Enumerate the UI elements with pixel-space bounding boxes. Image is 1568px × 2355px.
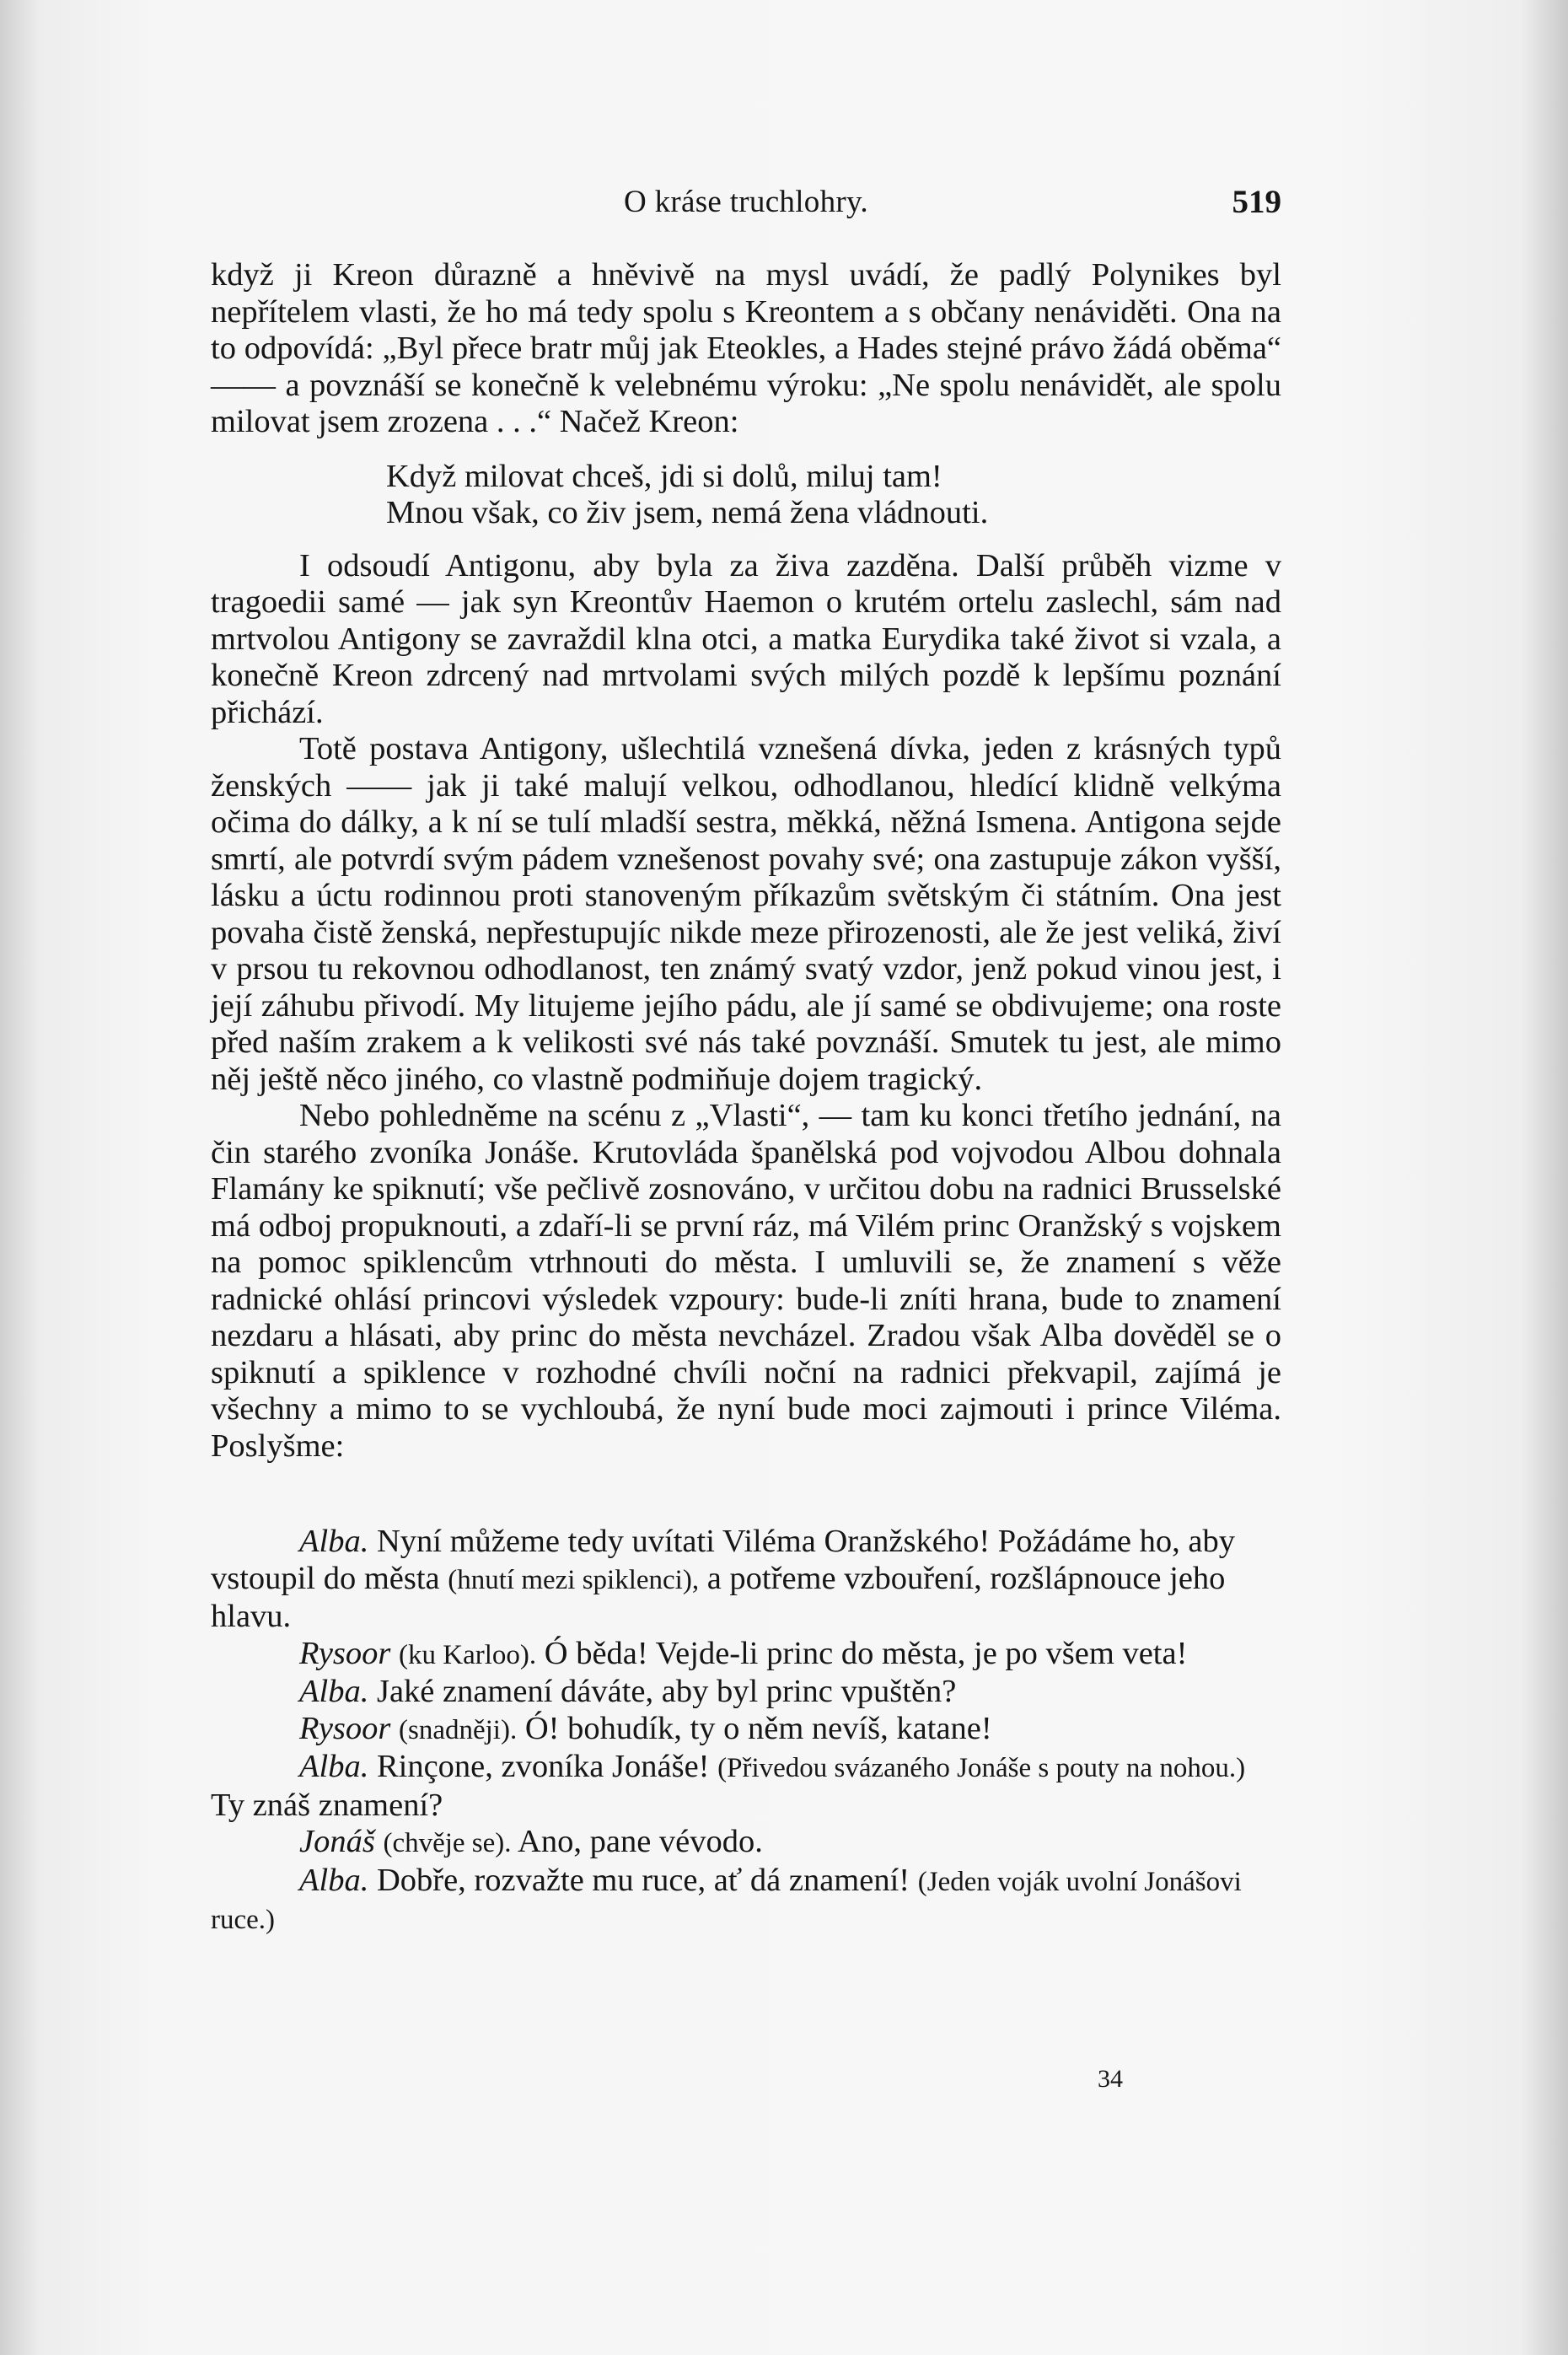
speaker-name: Alba. <box>299 1862 369 1898</box>
dialogue-speech: Rinçone, zvoníka Jonáše! <box>376 1749 710 1784</box>
speaker-name: Rysoor <box>299 1710 391 1746</box>
speaker-name: Alba. <box>299 1524 369 1559</box>
verse-line-1: Když milovat chceš, jdi si dolů, miluj tam! <box>386 458 942 494</box>
paragraph-sentence: I odsoudí Antigonu, aby byla za živa zazděna. Další průběh vizme v tragoedii samé — jak syn Kreontův Haemon o krutém ortelu zaslechl, sám nad mrtvolou Antigony se zavraždil klna otci, a matka Eurydika také život si vzala, a konečně Kreon zdrcený nad mrtvolami svých milých pozdě k lepšímu poznání přichází. <box>211 547 1281 730</box>
dialogue-speech: Ó běda! Vejde-li princ do města, je po všem veta! <box>544 1635 1188 1671</box>
stage-direction: (Jeden voják uvolní Jonášovi ruce.) <box>211 1866 1242 1935</box>
dialogue-line-1 <box>211 1524 1281 1636</box>
signature-mark: 34 <box>1098 2065 1123 2093</box>
dialogue-line-5 <box>211 1749 1281 1824</box>
verse-quotation <box>386 459 1281 532</box>
dialogue-speech: Nyní můžeme tedy uvítati Viléma Oranžského! Požádáme ho, aby vstoupil do města <box>211 1524 1235 1596</box>
stage-direction: (Přivedou svázaného Jonáše s pouty na nohou.) <box>717 1753 1246 1783</box>
dialogue-speech: Dobře, rozvažte mu ruce, ať dá znamení! <box>376 1862 910 1898</box>
verse-line-2: Mnou však, co živ jsem, nemá žena vládnouti. <box>386 495 989 530</box>
stage-direction: (hnutí mezi spiklenci), <box>448 1564 700 1595</box>
dialogue-excerpt <box>211 1524 1281 1939</box>
dialogue-speech: Jaké znamení dáváte, aby byl princ vpuštěn? <box>376 1674 957 1709</box>
dialogue-line-7 <box>211 1863 1281 1939</box>
dialogue-line-6 <box>211 1824 1281 1863</box>
running-title: O kráse truchlohry. <box>624 185 868 219</box>
page-header <box>211 179 1281 226</box>
stage-direction: (chvěje se). <box>383 1828 512 1858</box>
dialogue-line-3 <box>211 1674 1281 1711</box>
body-text <box>211 257 1281 1939</box>
paragraph-antigona-character: Totě postava Antigony, ušlechtilá vznešená dívka, jeden z krásných typů ženských —— jak ji také malují velkou, odhodlanou, hledící klidně velkýma očima do dálky, a k ní se tulí mladší sestra, měkká, něžná Ismena. Antigona sejde smrtí, ale potvrdí svým pádem vznešenost povahy své; ona zastupuje zákon vyšší, lásku a úctu rodinnou proti stanoveným příkazům světským či státním. Ona jest povaha čistě ženská, nepřestupujíc nikde meze přirozenosti, ale že jest veliká, živí v prsou tu rekovnou odhodlanost, ten známý svatý vzdor, jenž pokud vinou jest, i její záhubu přivodí. My litujeme jejího pádu, ale jí samé se obdivujeme; ona roste před naším zrakem a k velikosti své nás také povznáší. Smutek tu jest, ale mimo něj ještě něco jiného, co vlastně podmiňuje dojem tragický. <box>211 731 1281 1097</box>
paragraph-kreon-dispute: když ji Kreon důrazně a hněvivě na mysl uvádí, že padlý Polynikes byl nepřítelem vlasti, že ho má tedy spolu s Kreontem a s občany nenáviděti. Ona na to odpovídá: „Byl přece bratr můj jak Eteokles, a Hades stejné právo žádá oběma“ —— a povznáší se konečně k velebnému výroku: „Ne spolu nenávidět, ale spolu milovat jsem zrozena . . .“ Načež Kreon: <box>211 257 1281 439</box>
dialogue-line-4 <box>211 1711 1281 1750</box>
speaker-name: Alba. <box>299 1749 369 1784</box>
speaker-name: Jonáš <box>299 1824 375 1859</box>
speaker-name: Alba. <box>299 1674 369 1709</box>
dialogue-speech: a potřeme vzbouření, rozšlápnouce jeho hlavu. <box>211 1560 1226 1634</box>
dialogue-line-2 <box>211 1636 1281 1675</box>
dialogue-speech: Ano, pane vévodo. <box>518 1824 763 1859</box>
page-number: 519 <box>1232 184 1281 220</box>
speaker-name: Rysoor <box>299 1635 391 1671</box>
dialogue-speech: Ty znáš znamení? <box>211 1787 443 1823</box>
stage-direction: (ku Karloo). <box>399 1639 537 1670</box>
dialogue-speech: Ó! bohudík, ty o něm nevíš, katane! <box>524 1710 992 1746</box>
stage-direction: (snadněji). <box>399 1714 518 1745</box>
paragraph-vlast-scene: Nebo pohledněme na scénu z „Vlasti“, — tam ku konci třetího jednání, na čin starého zvoníka Jonáše. Krutovláda španělská pod vojvodou Albou dohnala Flamány ke spiknutí; vše pečlivě zosnováno, v určitou dobu na radnici Brusselské má odboj propuknouti, a zdaří-li se první ráz, má Vilém princ Oranžský s vojskem na pomoc spiklencům vtrhnouti do města. I umluvili se, že znamení s věže radnické ohlásí princovi výsledek vzpoury: bude-li zníti hrana, bude to znamení nezdaru a hlásati, aby princ do města nevcházel. Zradou však Alba dověděl se o spiknutí a spiklence v rozhodné chvíli noční na radnici překvapil, zajímá je všechny a mimo to se vychloubá, že nyní bude moci zajmouti i prince Viléma. Poslyšme: <box>211 1098 1281 1464</box>
